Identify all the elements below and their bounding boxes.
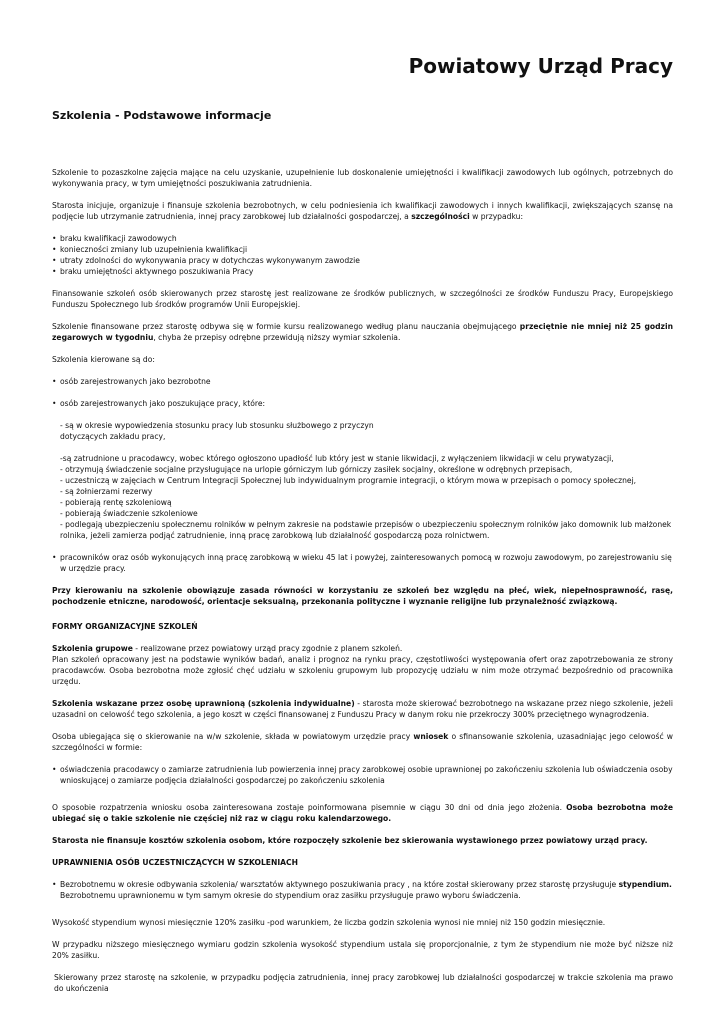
last-paragraph: Skierowany przez starostę na szkolenie, w przypadku podjęcia zatrudnienia, innej pracy zarobkowej lub działalności gospodarczej w trakcie szkolenia ma prawo do ukończenia bbox=[54, 973, 673, 993]
individual-training-paragraph: Szkolenia wskazane przez osobę uprawnioną (szkolenia indywidualne) - starosta może skierować bezrobotnego na wskazane przez niego szkolenie, jeżeli uzasadni on celowość tego szkolenia, a jego koszt w części finansowanej z Funduszu Pracy w danym roku nie przekroczy 300% przeciętnego wynagrodzenia. bbox=[52, 699, 673, 719]
rights-list bbox=[52, 879, 673, 901]
stipend-paragraph-1: Wysokość stypendium wynosi miesięcznie 120% zasiłku -pod warunkiem, że liczba godzin szkolenia wynosi nie mniej niż 150 godzin miesięcznie. bbox=[52, 918, 606, 927]
list-item: • konieczności zmiany lub uzupełnienia kwalifikacji bbox=[52, 244, 673, 255]
article-content bbox=[52, 167, 673, 1005]
target-list-1 bbox=[52, 376, 673, 387]
list-item: • oświadczenia pracodawcy o zamiarze zatrudnienia lub powierzenia innej pracy zarobkowej osobie uprawnionej po zakończeniu szkolenia lub oświadczenia osoby wnioskującej o zamiarze podjęcia działalności gospodarczej po zakończeniu szkolenia bbox=[52, 764, 673, 786]
financing-paragraph: Finansowanie szkoleń osób skierowanych przez starostę jest realizowane ze środków publicznych, w szczególności ze środków Funduszu Pracy, Europejskiego Funduszu Społecznego lub środków programów Unii Europejskiej. bbox=[52, 289, 673, 309]
sub-list-notice: - są w okresie wypowiedzenia stosunku pracy lub stosunku służbowego z przyczyn dotyczących zakładu pracy, bbox=[60, 421, 374, 441]
starosta-paragraph: Starosta inicjuje, organizuje i finansuje szkolenia bezrobotnych, w celu podniesienia ich kwalifikacji zawodowych i innych kwalifikacji, zwiększających szansę na podjęcie lub utrzymanie zatrudnienia, innej pracy zarobkowej lub działalności gospodarczej, a szczególności w przypadku: bbox=[52, 201, 673, 221]
forms-heading: FORMY ORGANIZACYJNE SZKOLEŃ bbox=[52, 622, 198, 631]
target-list-2 bbox=[52, 398, 673, 409]
decision-paragraph: O sposobie rozpatrzenia wniosku osoba zainteresowana zostaje poinformowana pisemnie w ciągu 30 dni od dnia jego złożenia. Osoba bezrobotna może ubiegać się o takie szkolenie nie częściej niż raz w ciągu roku kalendarzowego. bbox=[52, 803, 673, 823]
equality-paragraph: Przy kierowaniu na szkolenie obowiązuje zasada równości w korzystaniu ze szkoleń bez względu na płeć, wiek, niepełnosprawność, rasę, pochodzenie etniczne, narodowość, orientacje seksualną, przekonania polityczne i wyznanie religijne lub przynależność związkową. bbox=[52, 586, 673, 606]
page-title: Szkolenia - Podstawowe informacje bbox=[52, 109, 272, 122]
application-paragraph: Osoba ubiegająca się o skierowanie na w/w szkolenie, składa w powiatowym urzędzie pracy wniosek o sfinansowanie szkolenia, uzasadniając jego celowość w szczególności w formie: bbox=[52, 732, 673, 752]
list-item: • osób zarejestrowanych jako poszukujące pracy, które: bbox=[52, 398, 673, 409]
no-finance-paragraph: Starosta nie finansuje kosztów szkolenia osobom, które rozpoczęły szkolenie bez skierowania wystawionego przez powiatowy urząd pracy. bbox=[52, 836, 648, 845]
group-training-paragraph: Szkolenia grupowe - realizowane przez powiatowy urząd pracy zgodnie z planem szkoleń. Plan szkoleń opracowany jest na podstawie wyników badań, analiz i prognoz na rynku pracy, częstotliwości występowania ofert oraz zapotrzebowania ze strony pracodawców. Osoba bezrobotna może zgłosić chęć udziału w szkoleniu grupowym lub propozycję udziału w nim może otrzymać bezpośrednio od pracownika urzędu. bbox=[52, 644, 673, 686]
site-title: Powiatowy Urząd Pracy bbox=[408, 54, 673, 78]
target-intro: Szkolenia kierowane są do: bbox=[52, 355, 155, 364]
sub-list-conditions: -są zatrudnione u pracodawcy, wobec którego ogłoszono upadłość lub który jest w stanie likwidacji, z wyłączeniem likwidacji w celu prywatyzacji, - otrzymują świadczenie socjalne przysługujące na urlopie górniczym lub górniczy zasiłek socjalny, określone w odrębnych przepisach, - uczestniczą w zajęciach w Centrum Integracji Społecznej lub indywidualnym programie integracji, o którym mowa w przepisach o pomocy społecznej, - są żołnierzami rezerwy - pobierają rentę szkoleniową - pobierają świadczenie szkoleniowe - podlegają ubezpieczeniu społecznemu rolników w pełnym zakresie na podstawie przepisów o ubezpieczeniu społecznym rolników jako domownik lub małżonek rolnika, jeżeli zamierza podjąć zatrudnienie, inną pracę zarobkową lub działalność gospodarczą poza rolnictwem. bbox=[60, 454, 672, 540]
list-item: • braku kwalifikacji zawodowych bbox=[52, 233, 673, 244]
intro-paragraph: Szkolenie to pozaszkolne zajęcia mające na celu uzyskanie, uzupełnienie lub doskonalenie umiejętności i kwalifikacji zawodowych lub ogólnych, potrzebnych do wykonywania pracy, w tym umiejętności poszukiwania zatrudnienia. bbox=[52, 168, 673, 188]
list-item: • braku umiejętności aktywnego poszukiwania Pracy bbox=[52, 266, 673, 277]
cases-list bbox=[52, 233, 673, 277]
list-item: • pracowników oraz osób wykonujących inną pracę zarobkową w wieku 45 lat i powyżej, zainteresowanych pomocą w rozwoju zawodowym, po zarejestrowaniu się w urzędzie pracy. bbox=[52, 552, 673, 574]
application-list bbox=[52, 764, 673, 786]
course-paragraph: Szkolenie finansowane przez starostę odbywa się w formie kursu realizowanego według planu nauczania obejmującego przeciętnie nie mniej niż 25 godzin zegarowych w tygodniu, chyba że przepisy odrębne przewidują niższy wymiar szkolenia. bbox=[52, 322, 673, 342]
list-item: • utraty zdolności do wykonywania pracy w dotychczas wykonywanym zawodzie bbox=[52, 255, 673, 266]
target-list-3 bbox=[52, 552, 673, 574]
list-item: • osób zarejestrowanych jako bezrobotne bbox=[52, 376, 673, 387]
rights-heading: UPRAWNIENIA OSÓB UCZESTNICZĄCYCH W SZKOLENIACH bbox=[52, 858, 298, 867]
list-item: • Bezrobotnemu w okresie odbywania szkolenia/ warsztatów aktywnego poszukiwania pracy , na które został skierowany przez starostę przysługuje stypendium. Bezrobotnemu uprawnionemu w tym samym okresie do stypendium oraz zasiłku przysługuje prawo wyboru świadczenia. bbox=[52, 879, 673, 901]
stipend-paragraph-2: W przypadku niższego miesięcznego wymiaru godzin szkolenia wysokość stypendium ustala się proporcjonalnie, z tym że stypendium nie może być niższe niż 20% zasiłku. bbox=[52, 940, 673, 960]
